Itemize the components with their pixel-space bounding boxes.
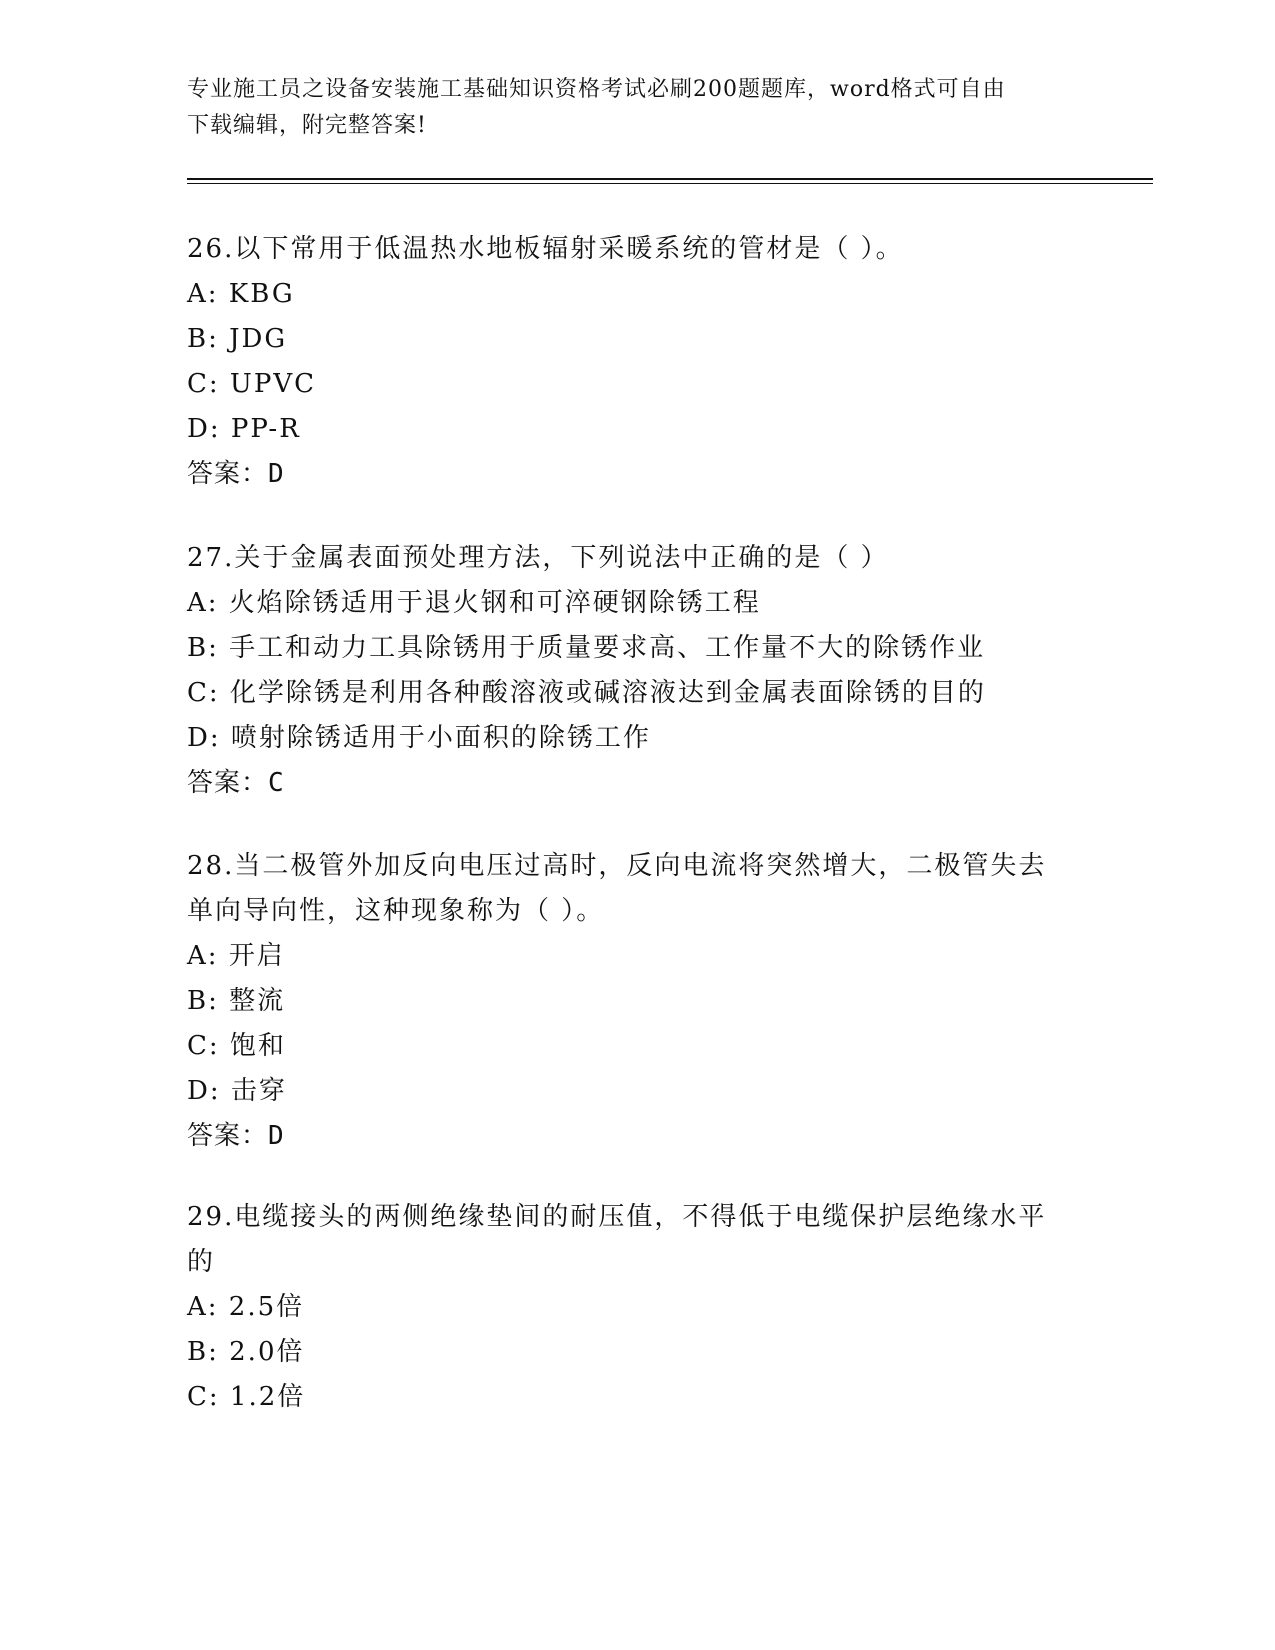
- answer-label: 答案：: [187, 768, 269, 798]
- question-stem-line-1: 28.当二极管外加反向电压过高时，反向电流将突然增大，二极管失去: [187, 851, 1047, 881]
- option-a: A: KBG: [187, 279, 295, 309]
- option-a: A: 火焰除锈适用于退火钢和可淬硬钢除锈工程: [187, 588, 761, 618]
- answer-line: [187, 452, 1087, 497]
- answer-value: D: [268, 459, 285, 489]
- question-stem: 26.以下常用于低温热水地板辐射采暖系统的管材是（ ）。: [187, 234, 904, 264]
- answer-value: D: [268, 1121, 285, 1151]
- option-b: B: 手工和动力工具除锈用于质量要求高、工作量不大的除锈作业: [187, 633, 986, 663]
- question-28: [187, 844, 1087, 1159]
- answer-line: [187, 1114, 1087, 1159]
- header-divider-thin: [187, 183, 1153, 184]
- option-c: C: 饱和: [187, 1031, 286, 1061]
- question-stem-line-2: 单向导向性，这种现象称为（ ）。: [187, 896, 605, 926]
- header-line-2: 下载编辑，附完整答案!: [187, 113, 427, 138]
- option-c: C: UPVC: [187, 369, 316, 399]
- option-d: D: 击穿: [187, 1076, 287, 1106]
- option-a: A: 2.5倍: [187, 1292, 305, 1322]
- answer-line: [187, 761, 1087, 806]
- question-26: [187, 227, 1087, 497]
- option-a: A: 开启: [187, 941, 285, 971]
- option-b: B: 整流: [187, 986, 286, 1016]
- header-divider-thick: [187, 178, 1153, 180]
- answer-label: 答案：: [187, 459, 269, 489]
- question-stem: 27.关于金属表面预处理方法，下列说法中正确的是（ ）: [187, 543, 889, 573]
- question-stem-line-2: 的: [187, 1247, 216, 1277]
- option-d: D: 喷射除锈适用于小面积的除锈工作: [187, 723, 651, 753]
- answer-value: C: [268, 768, 285, 798]
- question-27: [187, 536, 1087, 806]
- question-stem-line-1: 29.电缆接头的两侧绝缘垫间的耐压值，不得低于电缆保护层绝缘水平: [187, 1202, 1047, 1232]
- option-d: D: PP-R: [187, 414, 301, 444]
- option-c: C: 1.2倍: [187, 1382, 306, 1412]
- answer-label: 答案：: [187, 1121, 269, 1151]
- document-header: [187, 72, 1087, 144]
- option-b: B: JDG: [187, 324, 288, 354]
- option-c: C: 化学除锈是利用各种酸溶液或碱溶液达到金属表面除锈的目的: [187, 678, 986, 708]
- option-b: B: 2.0倍: [187, 1337, 305, 1367]
- question-29: [187, 1195, 1087, 1420]
- header-line-1: 专业施工员之设备安装施工基础知识资格考试必刷200题题库，word格式可自由: [187, 77, 1006, 102]
